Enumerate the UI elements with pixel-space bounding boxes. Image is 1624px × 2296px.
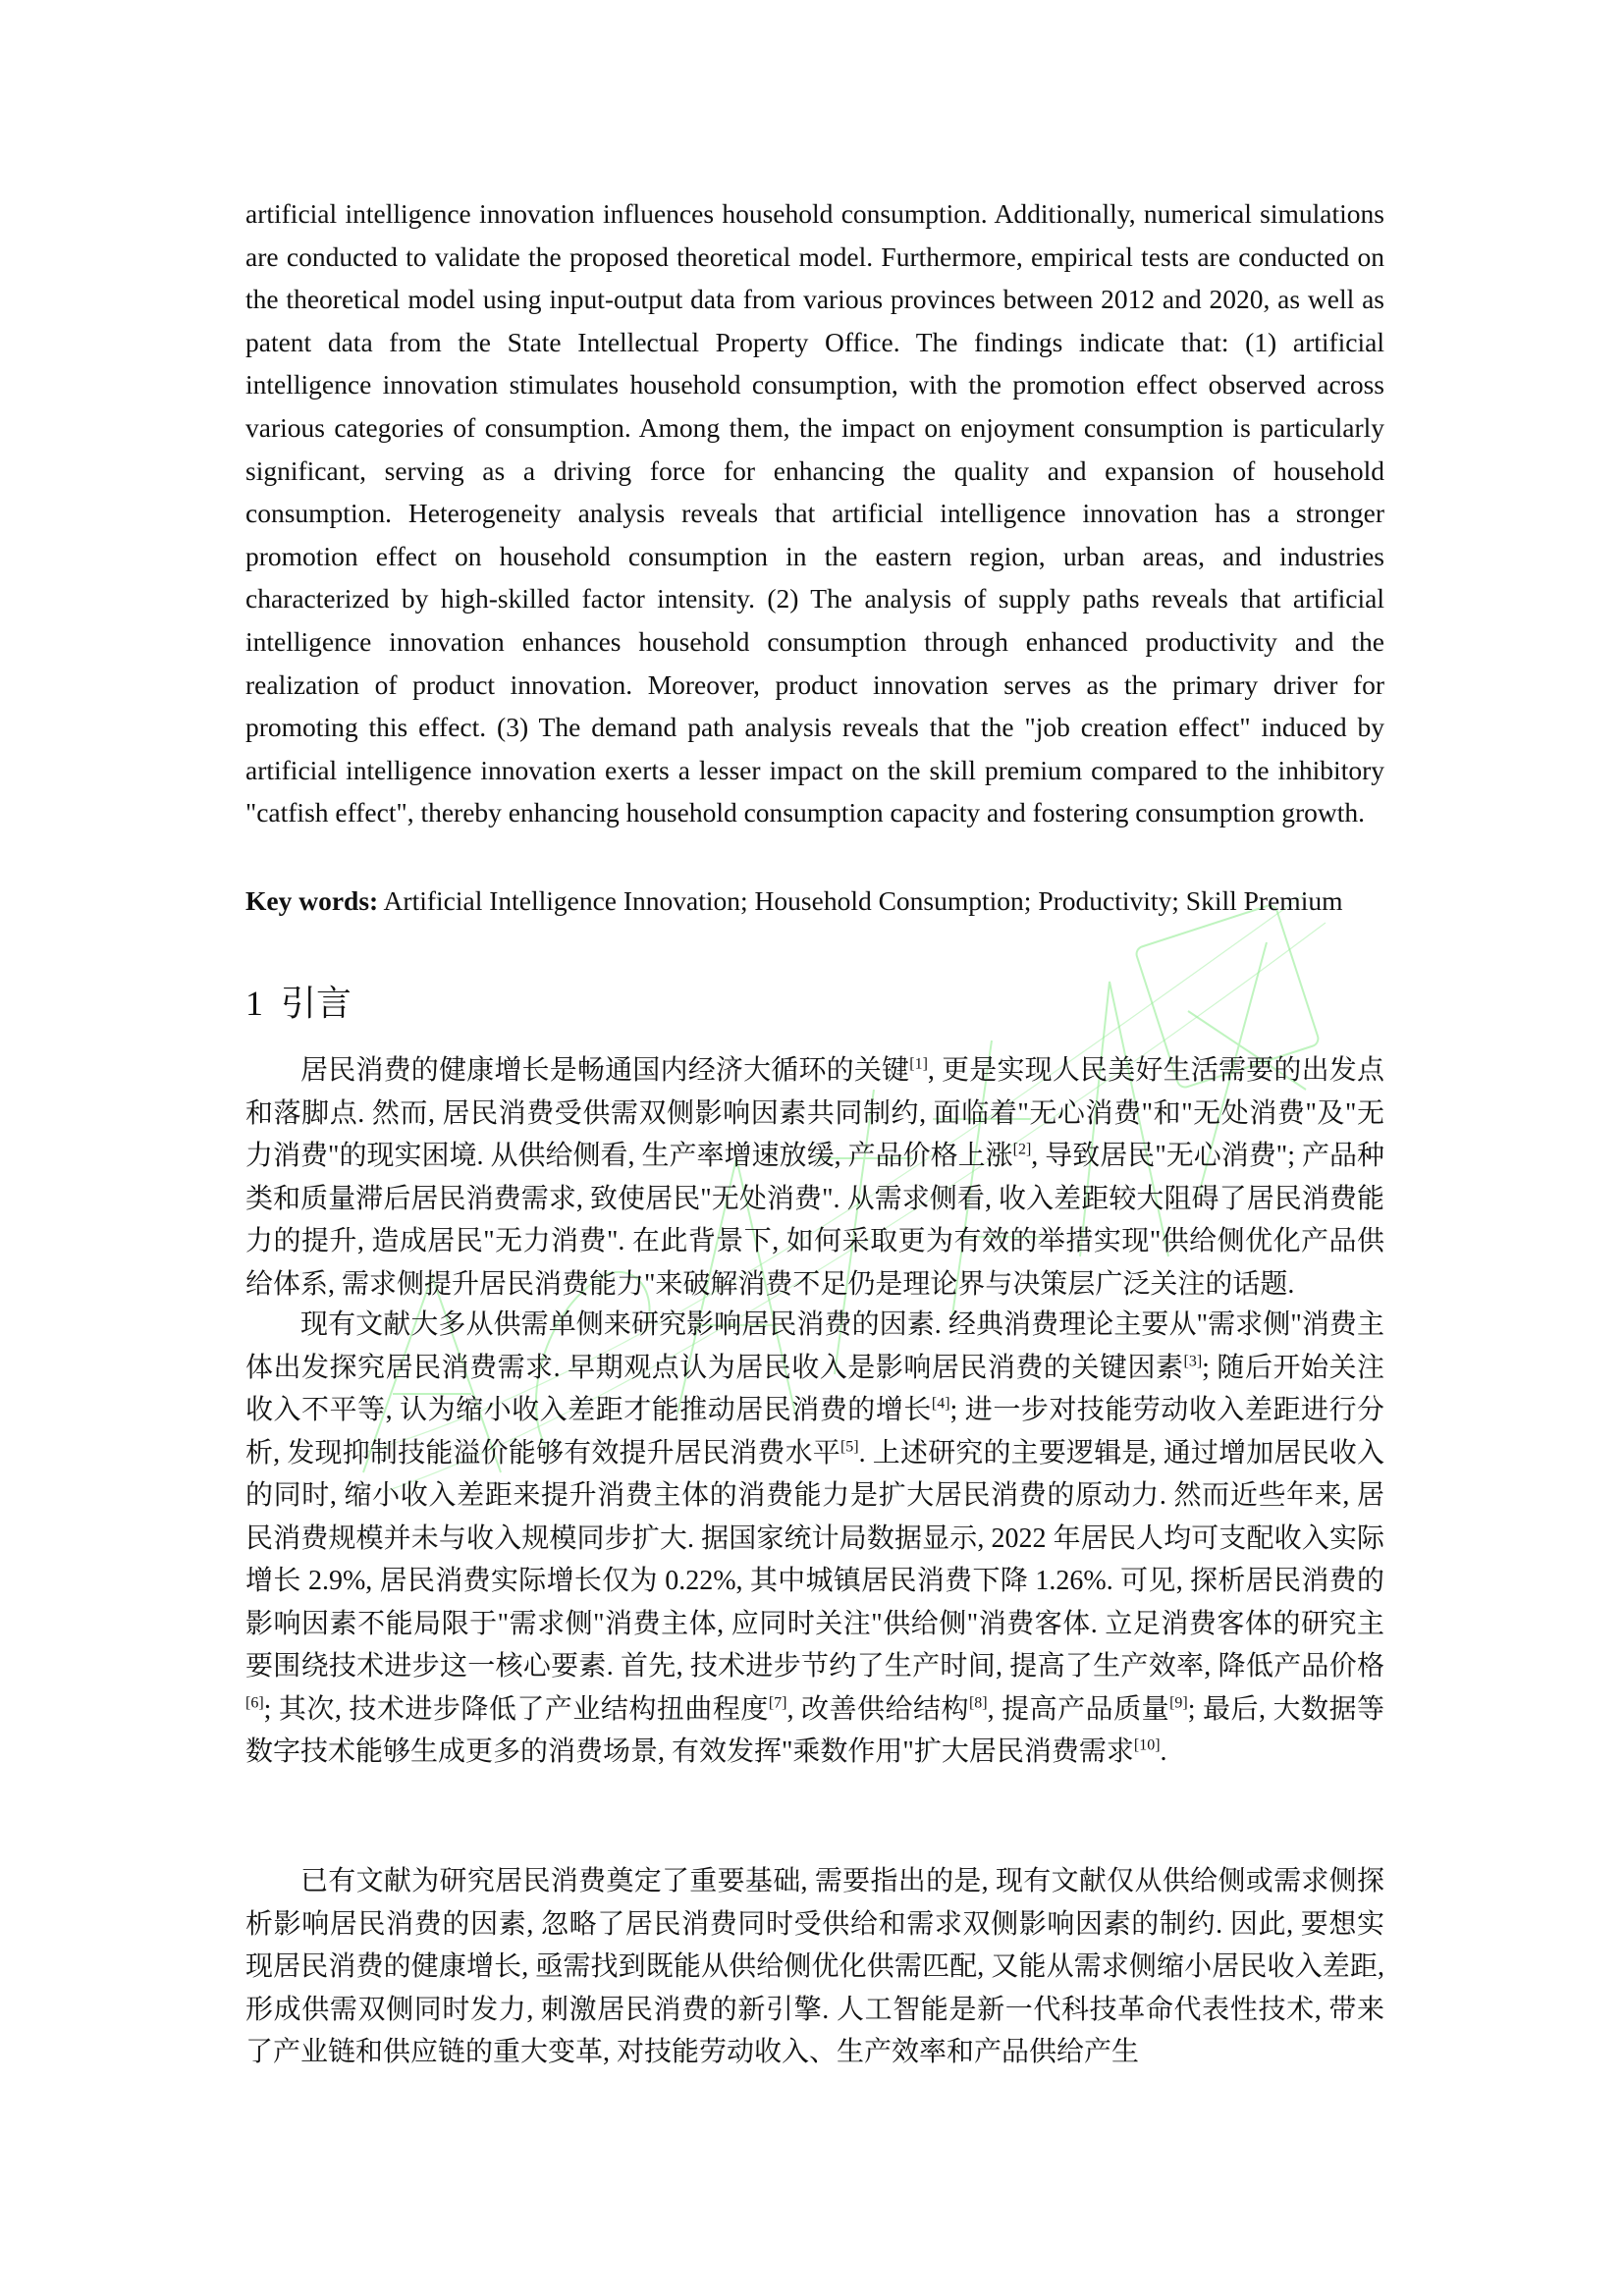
citation-6[interactable]: [6] xyxy=(245,1694,264,1712)
citation-9[interactable]: [9] xyxy=(1169,1694,1188,1712)
paragraph-2-text-5: ; 其次, 技术进步降低了产业结构扭曲程度 xyxy=(263,1693,769,1725)
citation-2[interactable]: [2] xyxy=(1012,1141,1032,1158)
paragraph-2-text-9: . xyxy=(1160,1736,1167,1767)
paragraph-2-text-2: ; 随后开始关注收入不平等, 认为缩小收入差距才能推动居民消费的增长 xyxy=(245,1352,1385,1425)
citation-5[interactable]: [5] xyxy=(839,1438,859,1456)
abstract-continued: artificial intelligence innovation influences household consumption. Additionally, numerical simulations are conducted to validate the proposed theoretical model. Furthermore, empirical tests are conducted on the theoretical model using input-output data from various provinces between 2012 and 2020, as well as patent data from the State Intellectual Property Office. The findings indicate that: (1) artificial intelligence innovation stimulates household consumption, with the promotion effect observed across various categories of consumption. Among them, the impact on enjoyment consumption is particularly significant, serving as a driving force for enhancing the quality and expansion of household consumption. Heterogeneity analysis reveals that artificial intelligence innovation has a stronger promotion effect on household consumption in the eastern region, urban areas, and industries characterized by high-skilled factor intensity. (2) The analysis of supply paths reveals that artificial intelligence innovation enhances household consumption through enhanced productivity and the realization of product innovation. Moreover, product innovation serves as the primary driver for promoting this effect. (3) The demand path analysis reveals that the "job creation effect" induced by artificial intelligence innovation exerts a lesser impact on the skill premium compared to the inhibitory "catfish effect", thereby enhancing household consumption capacity and fostering consumption growth. xyxy=(245,198,1384,828)
citation-3[interactable]: [3] xyxy=(1183,1353,1203,1370)
citation-1[interactable]: [1] xyxy=(909,1055,928,1073)
citation-8[interactable]: [8] xyxy=(968,1694,988,1712)
paragraph-2 xyxy=(245,1304,1384,1774)
paragraph-2-text-4: . 上述研究的主要逻辑是, 通过增加居民收入的同时, 缩小收入差距来提升消费主体的消费能力是扩大居民消费的原动力. 然而近些年来, 居民消费规模并未与收入规模同步扩大. 据国家统计局数据显示, 2022 年居民人均可支配收入实际增长 2.9%, 居民消费实际增长仅为 0.22%, 其中城镇居民消费下降 1.26%. 可见, 探析居民消费的影响因素不能局限于"需求侧"消费主体, 应同时关注"供给侧"消费客体. 立足消费客体的研究主要围绕技术进步这一核心要素. 首先, 技术进步节约了生产时间, 提高了生产效率, 降低产品价格 xyxy=(245,1437,1384,1682)
paragraph-3: 已有文献为研究居民消费奠定了重要基础, 需要指出的是, 现有文献仅从供给侧或需求侧探析影响居民消费的因素, 忽略了居民消费同时受供给和需求双侧影响因素的制约. 因此, 要想实现居民消费的健康增长, 亟需找到既能从供给侧优化供需匹配, 又能从需求侧缩小居民收入差距, 形成供需双侧同时发力, 刺激居民消费的新引擎. 人工智能是新一代科技革命代表性技术, 带来了产业链和供应链的重大变革, 对技能劳动收入、生产效率和产品供给产生 xyxy=(245,1866,1384,2067)
paragraph-1-text-3: , 导致居民"无心消费"; 产品种类和质量滞后居民消费需求, 致使居民"无处消费". 从需求侧看, 收入差距较大阻碍了居民消费能力的提升, 造成居民"无力消费". 在此背景下, 如何采取更为有效的举措实现"供给侧优化产品供给体系, 需求侧提升居民消费能力"来破解消费不足仍是理论界与决策层广泛关注的话题. xyxy=(245,1141,1385,1300)
keywords-text: Artificial Intelligence Innovation; Household Consumption; Productivity; Skill Premium xyxy=(378,885,1343,916)
paragraph-2-text-7: , 提高产品质量 xyxy=(987,1693,1170,1725)
section-title: 引言 xyxy=(281,984,352,1023)
paragraph-1 xyxy=(245,1049,1384,1306)
paragraph-2-text-6: , 改善供给结构 xyxy=(786,1693,969,1725)
citation-10[interactable]: [10] xyxy=(1133,1736,1161,1754)
citation-4[interactable]: [4] xyxy=(931,1395,950,1413)
paragraph-2-text-8: ; 最后, 大数据等数字技术能够生成更多的消费场景, 有效发挥"乘数作用"扩大居民消费需求 xyxy=(245,1693,1384,1767)
paragraph-1-text-1: 居民消费的健康增长是畅通国内经济大循环的关键 xyxy=(300,1055,910,1086)
keywords-label: Key words: xyxy=(245,885,379,916)
paragraph-2-text-3: ; 进一步对技能劳动收入差距进行分析, 发现抑制技能溢价能够有效提升居民消费水平 xyxy=(245,1395,1385,1468)
keywords xyxy=(245,880,1384,923)
paragraph-1-text-2: , 更是实现人民美好生活需要的出发点和落脚点. 然而, 居民消费受供需双侧影响因素共同制约, 面临着"无心消费"和"无处消费"及"无力消费"的现实困境. 从供给侧看, 生产率增速放缓, 产品价格上涨 xyxy=(245,1055,1384,1171)
citation-7[interactable]: [7] xyxy=(768,1694,787,1712)
paragraph-2-text-1: 现有文献大多从供需单侧来研究影响居民消费的因素. 经典消费理论主要从"需求侧"消费主体出发探究居民消费需求. 早期观点认为居民收入是影响居民消费的关键因素 xyxy=(245,1309,1384,1383)
section-heading xyxy=(245,980,1384,1027)
section-number: 1 xyxy=(245,984,263,1023)
